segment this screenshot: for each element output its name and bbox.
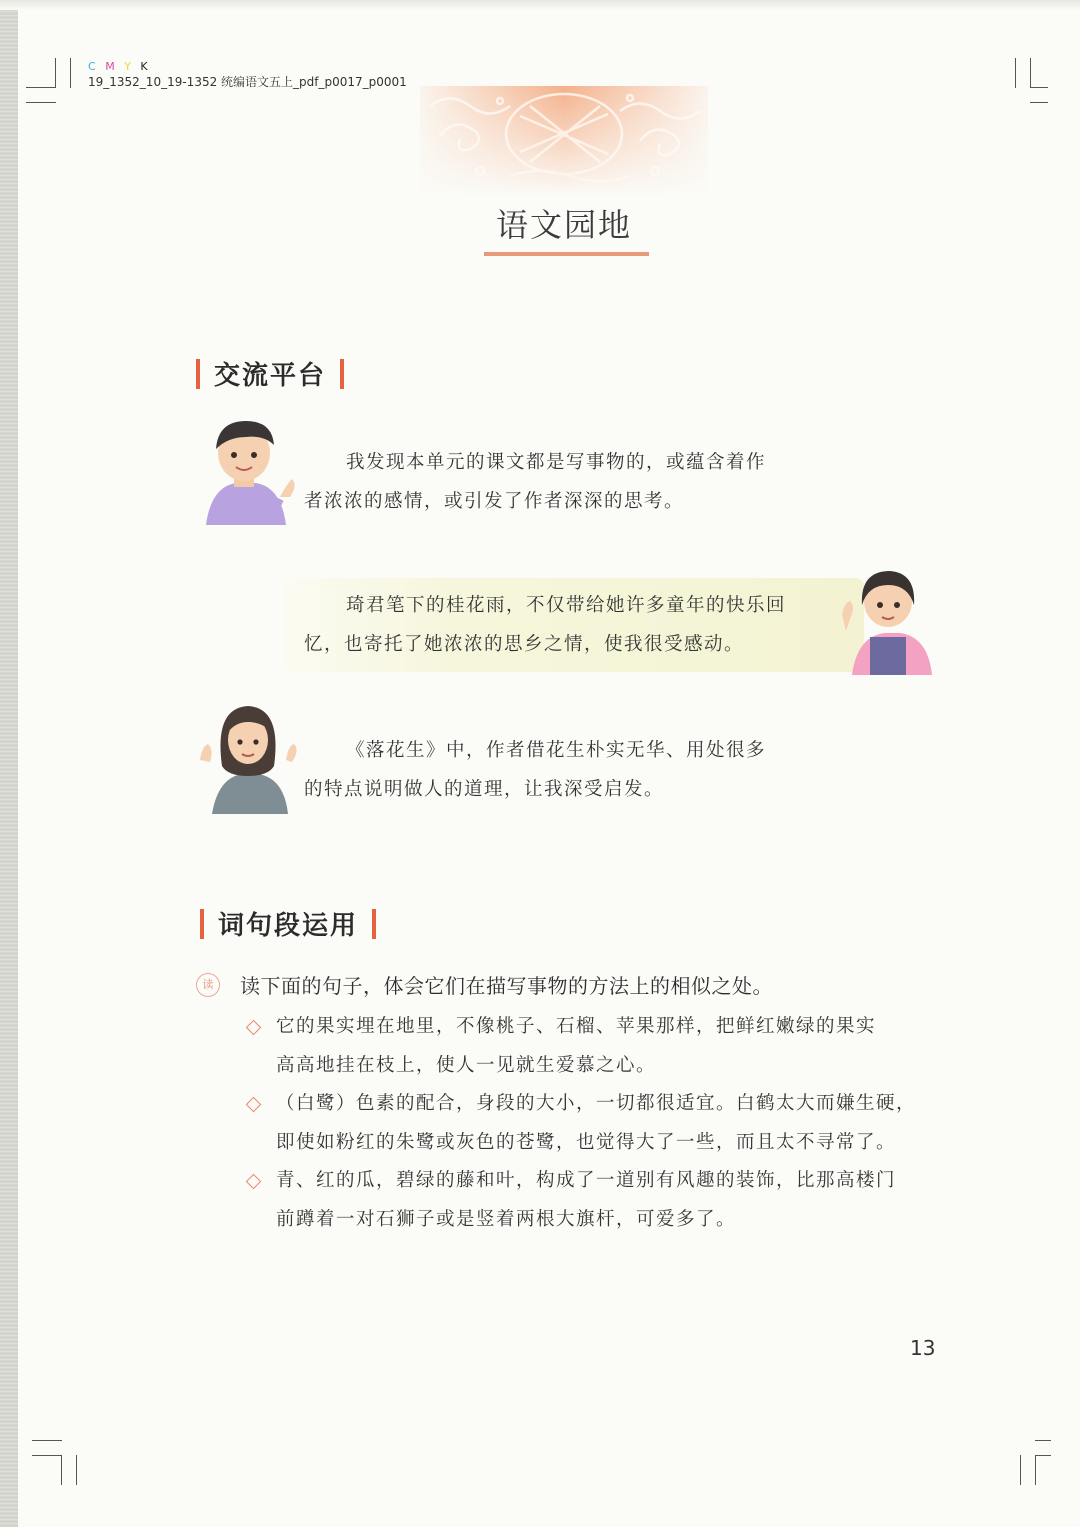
example-1-line-1: 它的果实埋在地里，不像桃子、石榴、苹果那样，把鲜红嫩绿的果实 [276,1016,877,1037]
section-heading-word-usage [200,905,376,942]
section-heading-text: 词句段运用 [218,911,359,941]
diamond-bullet-icon [246,1174,262,1190]
bubble-text-3 [304,731,766,809]
example-2-line-2: 即使如粉红的朱鹭或灰色的苍鹭，也觉得大了一些，而且太不寻常了。 [276,1132,897,1153]
girl-avatar-illustration [830,565,938,675]
example-2-line-1: （白鹭）色素的配合，身段的大小，一切都很适宜。白鹤太大而嫌生硬， [276,1093,917,1114]
read-exercise-icon: 读 [196,973,220,997]
bubble-3-line-1: 《落花生》中，作者借花生朴实无华、用处很多 [346,740,767,761]
boy-avatar-illustration [196,415,300,525]
section-heading-exchange [196,355,344,392]
heading-bar-right [340,359,344,389]
example-3-line-2: 前蹲着一对石狮子或是竖着两根大旗杆，可爱多了。 [276,1209,737,1230]
heading-bar-left [200,909,204,939]
example-3-line-1: 青、红的瓜，碧绿的藤和叶，构成了一道别有风趣的装饰，比那高楼门 [276,1170,897,1191]
header-pattern-decoration [420,86,708,196]
bubble-1-line-1: 我发现本单元的课文都是写事物的，或蕴含着作 [346,452,767,473]
bubble-3-line-2: 的特点说明做人的道理，让我深受启发。 [304,779,665,800]
page-title: 语文园地 [495,206,632,244]
example-1-line-2: 高高地挂在枝上，使人一见就生爱慕之心。 [276,1055,657,1076]
scan-top-edge [0,0,1080,10]
girl-long-hair-avatar-illustration [196,702,300,814]
bubble-1-line-2: 者浓浓的感情，或引发了作者深深的思考。 [304,491,685,512]
bubble-text-1 [304,443,766,521]
heading-bar-left [196,359,200,389]
bubble-text-2 [304,586,786,664]
bubble-2-line-1: 琦君笔下的桂花雨，不仅带给她许多童年的快乐回 [346,595,787,616]
heading-bar-right [372,909,376,939]
diamond-bullet-icon [246,1097,262,1113]
section-heading-text: 交流平台 [214,361,327,391]
bubble-2-line-2: 忆，也寄托了她浓浓的思乡之情，使我很受感动。 [304,634,745,655]
print-file-label: 19_1352_10_19-1352 统编语文五上_pdf_p0017_p0001 [88,75,407,89]
exercise-instruction: 读下面的句子，体会它们在描写事物的方法上的相似之处。 [240,974,773,998]
title-underline [484,252,649,256]
diamond-bullet-icon [246,1020,262,1036]
page-number: 13 [910,1336,936,1360]
cmyk-marks: C M Y K [88,60,151,73]
